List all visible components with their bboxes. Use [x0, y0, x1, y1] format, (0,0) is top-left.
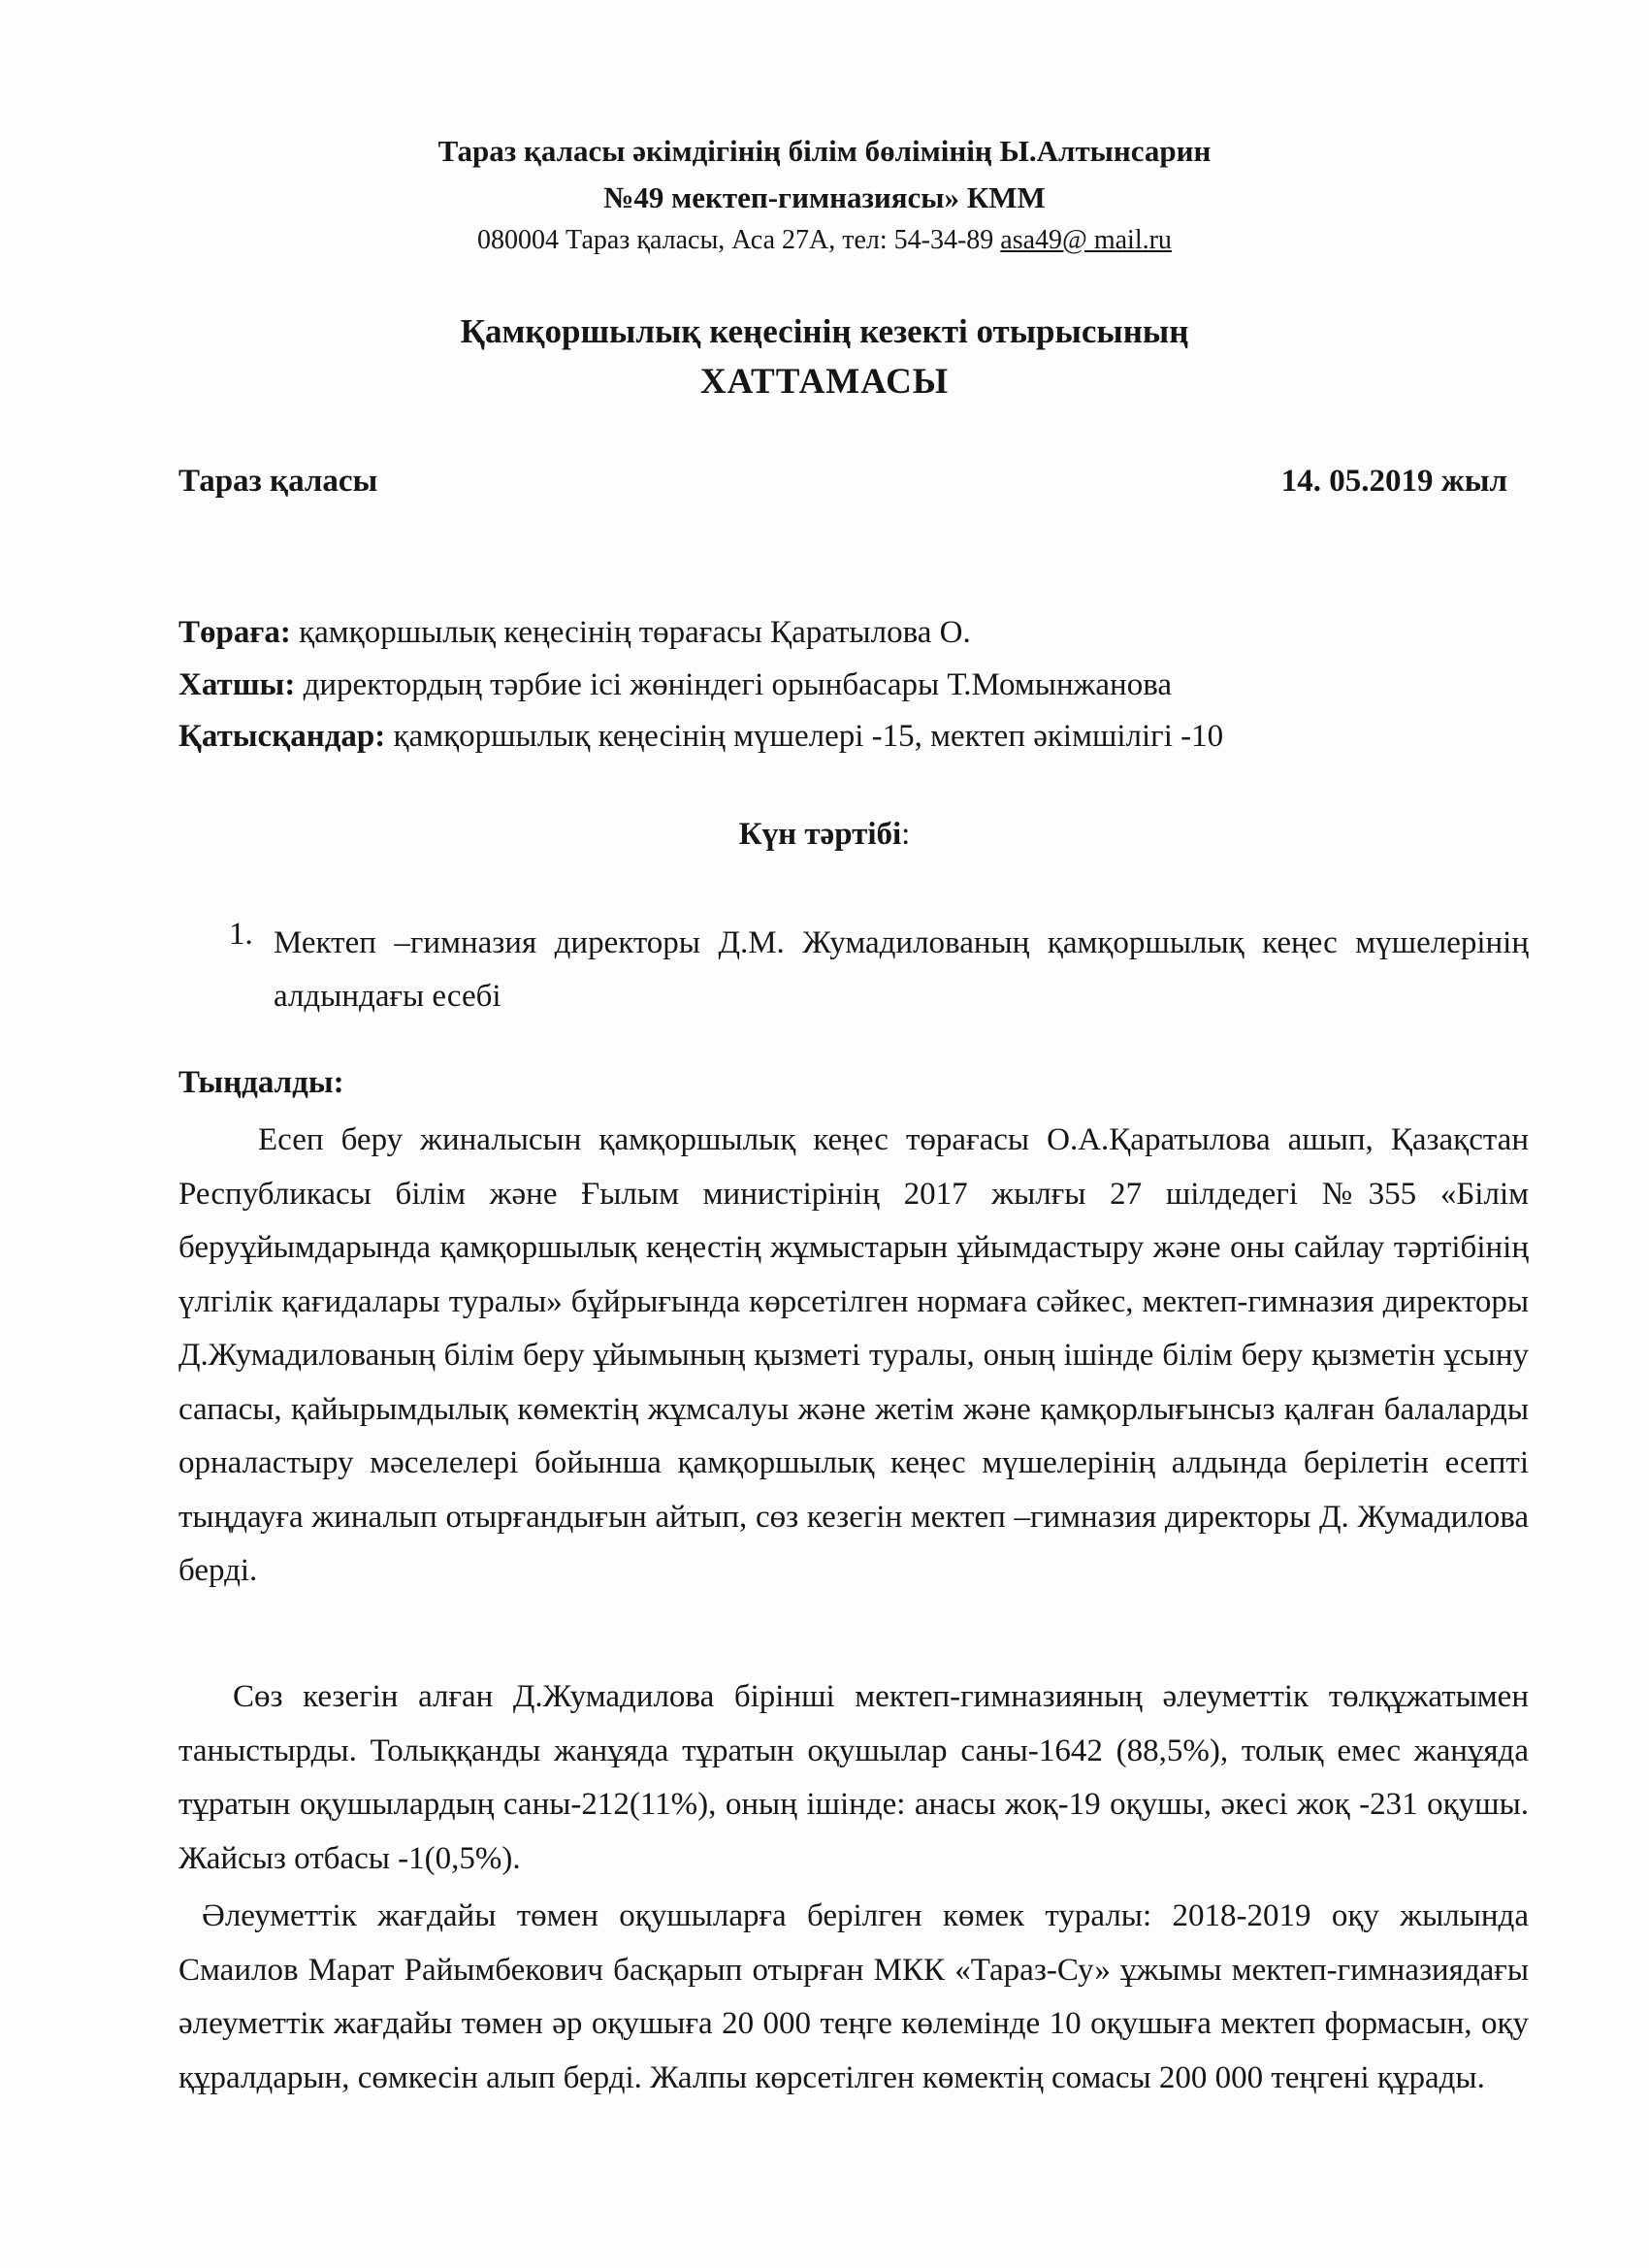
document-title-line1: Қамқоршылық кеңесінің кезекті отырысының [460, 312, 1189, 350]
paragraph-1: Есеп беру жиналысын қамқоршылық кеңес төрағасы О.А.Қаратылова ашып, Қазақстан Республикасы білім және Ғылым министірінің 2017 жылғы 27 шілдедегі №355 «Білім беруұйымдарында қамқоршылық кеңестің жұмыстарын ұйымдастыру және оны сайлау тәртібінің үлгілік қағидалары туралы» бұйрығында көрсетілген нормаға сәйкес, мектеп-гимназия директоры Д.Жумадилованың білім беру ұйымының қызметі туралы, оның ішінде білім беру қызметін ұсыну сапасы, қайырымдылық көмектің жұмсалуы және жетім және қамқорлығынсыз қалған балаларды орналастыру мәселелері бойынша қамқоршылық кеңес мүшелерінің алдында берілетін есепті тыңдауға жиналып отырғандығын айтып, сөз кезегін мектеп –гимназия директоры Д. Жумадилова берді. [178, 1122, 1529, 1588]
document-place: Тараз қаласы [178, 464, 378, 499]
email-address: asa49@ mail.ru [1000, 225, 1172, 255]
organization-name-line1: Тараз қаласы әкімдігінің білім бөлімінің Ы.Алтынсарин [437, 134, 1212, 168]
heard-label: Тыңдалды: [178, 1065, 344, 1100]
agenda-title: Күн тәртібі [738, 817, 902, 852]
attendees-label: Қатысқандар: [178, 719, 386, 754]
organization-address [0, 225, 1649, 256]
agenda-heading [0, 817, 1649, 853]
document-date: 14. 05.2019 жыл [1280, 464, 1507, 499]
agenda-item-number: 1. [229, 917, 253, 952]
paragraph-2: Сөз кезегін алған Д.Жумадилова бірінші мектеп-гимназияның әлеуметтік төлқұжатымен таныстырды. Толыққанды жанұяда тұратын оқушылар саны-1642 (88,5%), толық емес жанұяда тұратын оқушылардың саны-212(11%), оның ішінде: анасы жоқ-19 оқушы, әкесі жоқ -231 оқушы. Жайсыз отбасы -1(0,5%). [178, 1679, 1529, 1876]
secretary-line [178, 667, 1172, 703]
chair-label: Төраға: [178, 615, 291, 650]
chair-value: қамқоршылық кеңесінің төрағасы Қаратылова О. [290, 615, 971, 650]
attendees-value: қамқоршылық кеңесінің мүшелері -15, мектеп әкімшілігі -10 [385, 719, 1224, 754]
secretary-value: директордың тәрбие ісі жөніндегі орынбасары Т.Момынжанова [295, 667, 1173, 702]
address-text: 080004 Тараз қаласы, Аса 27А, тел: 54-34-89 [477, 225, 1001, 255]
secretary-label: Хатшы: [178, 667, 296, 702]
agenda-item-text: Мектеп –гимназия директоры Д.М. Жумадилованың қамқоршылық кеңес мүшелерінің алдындағы есебі [274, 925, 1529, 1014]
agenda-colon: : [901, 817, 911, 852]
attendees-line [178, 719, 1223, 755]
chair-line [178, 615, 971, 651]
organization-name-line2: №49 мектеп-гимназиясы» КММ [603, 180, 1046, 214]
document-title-line2: ХАТТАМАСЫ [699, 362, 950, 402]
paragraph-3: Әлеуметтік жағдайы төмен оқушыларға берілген көмек туралы: 2018-2019 оқу жылында Смаилов Марат Райымбекович басқарып отырған МКК «Тараз-Су» ұжымы мектеп-гимназиядағы әлеуметтік жағдайы төмен әр оқушыға 20 000 теңге көлемінде 10 оқушыға мектеп формасын, оқу құралдарын, сөмкесін алып берді. Жалпы көрсетілген көмектің сомасы 200 000 теңгені құрады. [178, 1898, 1529, 2095]
